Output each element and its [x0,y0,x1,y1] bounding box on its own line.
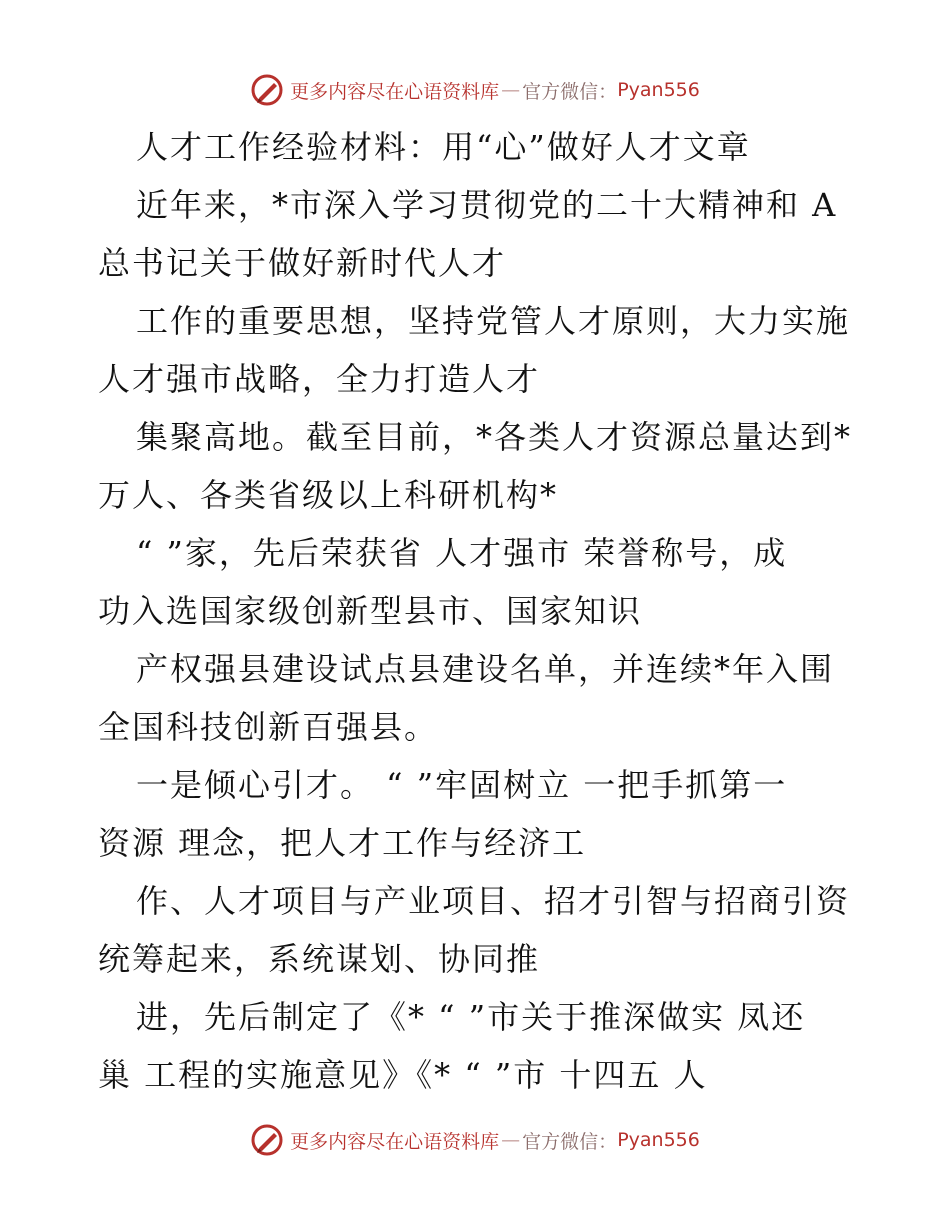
pen-logo-icon [250,73,284,107]
header-banner [0,70,950,110]
document-body [98,118,868,1104]
text-line: 一是倾心引才。 “ ”牢固树立 一把手抓第一 [136,766,788,804]
banner-text: 更多内容尽在心语资料库 [290,80,500,103]
banner-separator: — [501,1129,521,1151]
banner-wechat-label: 官方微信： [522,80,618,103]
text-line: 统筹起来，系统谋划、协同推 [98,940,541,978]
banner-text: 更多内容尽在心语资料库 [290,1130,500,1153]
text-line: 作、人才项目与产业项目、招才引智与招商引资 [136,882,851,920]
banner-separator: — [501,79,521,101]
text-line: “ ”家，先后荣获省 人才强市 荣誉称号，成 [136,534,788,572]
document-title: 人才工作经验材料：用“心”做好人才文章 [136,128,751,166]
text-line: 总书记关于做好新时代人才 [98,244,507,282]
text-line: 产权强县建设试点县建设名单，并连续*年入围 [136,650,835,688]
pen-logo-icon [250,1123,284,1157]
text-line: 功入选国家级创新型县市、国家知识 [98,592,643,630]
text-line: 进，先后制定了《* “ ”市关于推深做实 凤还 [136,998,806,1036]
text-line: 工作的重要思想，坚持党管人才原则，大力实施 [136,302,851,340]
text-line: 全国科技创新百强县。 [98,708,439,746]
text-line: 万人、各类省级以上科研机构* [98,476,559,514]
text-line: 集聚高地。截至目前，*各类人才资源总量达到* [136,418,853,456]
banner-wechat-label: 官方微信： [522,1130,618,1153]
footer-banner [0,1120,950,1160]
text-line: 近年来，*市深入学习贯彻党的二十大精神和 A [136,186,838,224]
banner-wechat-id: Pyan556 [617,79,700,101]
text-line: 人才强市战略，全力打造人才 [98,360,541,398]
text-line: 资源 理念，把人才工作与经济工 [98,824,587,862]
text-line: 巢 工程的实施意见》《* “ ”市 十四五 人 [98,1056,708,1094]
banner-wechat-id: Pyan556 [617,1129,700,1151]
